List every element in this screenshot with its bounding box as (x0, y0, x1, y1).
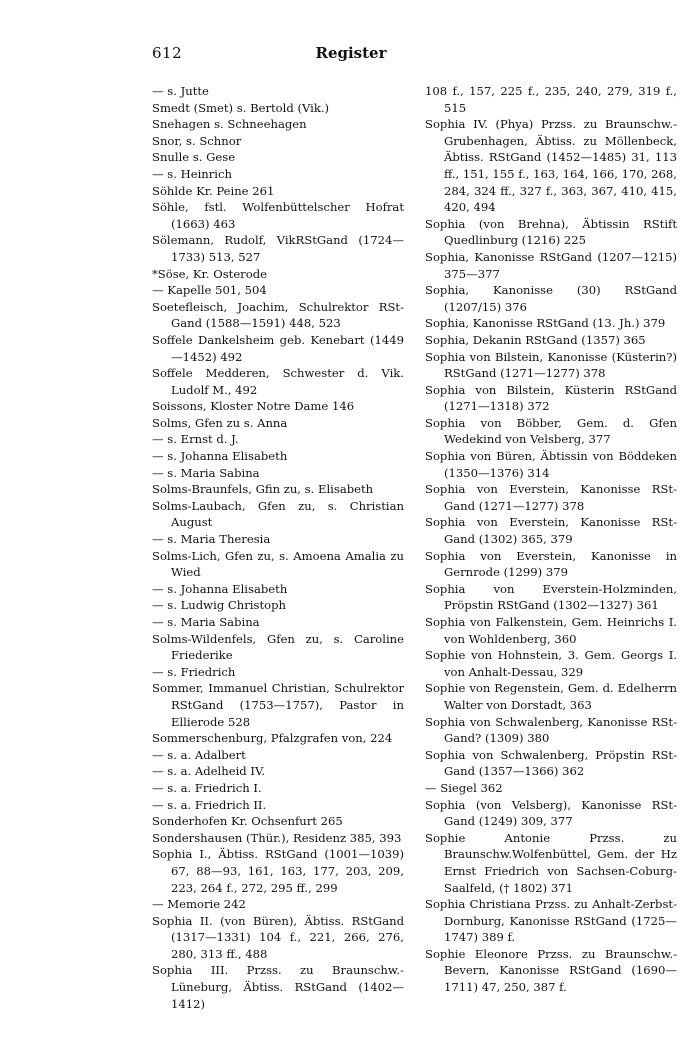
index-entry: Solms-Wildenfels, Gfen zu, s. Caroline Friederike (152, 631, 404, 663)
index-entry: Sophia von Schwalenberg, Kanonisse RSt-Gand? (1309) 380 (425, 714, 677, 746)
index-entry: Solms-Braunfels, Gfin zu, s. Elisabeth (152, 482, 374, 497)
index-entry: — s. Friedrich (152, 664, 236, 679)
index-column-left (152, 83, 404, 1012)
index-entry: Sophia, Kanonisse (30) RStGand (1207/15) 376 (425, 283, 677, 314)
index-entry: Soffele Medderen, Schwester d. Vik. Ludolf M., 492 (152, 366, 404, 397)
index-entry: Sommer, Immanuel Christian, Schulrektor RStGand (1753—1757), Pastor in Ellierode 528 (152, 681, 404, 729)
index-entry: Söhlde Kr. Peine 261 (152, 183, 275, 198)
index-entry: Sophia von Everstein, Kanonisse RSt-Gand (1271—1277) 378 (425, 482, 677, 513)
index-entry: Sophia von Everstein, Kanonisse RSt-Gand (1302) 365, 379 (425, 515, 677, 547)
index-entry: Sophia von Schwalenberg, Pröpstin RSt-Gand (1357—1366) 362 (425, 747, 677, 779)
index-entry: — s. a. Friedrich I. (152, 780, 262, 795)
index-entry: Snehagen s. Schneehagen (152, 117, 307, 132)
index-entry: Sophia von Falkenstein, Gem. Heinrichs I. von Wohldenberg, 360 (425, 615, 677, 646)
index-entry: — Memorie 242 (152, 897, 246, 912)
index-entry: Sophia von Everstein, Kanonisse in Gernrode (1299) 379 (425, 548, 677, 580)
index-entry: Sophia, Kanonisse RStGand (13. Jh.) 379 (425, 316, 666, 331)
index-entry: Söhle, fstl. Wolfenbüttelscher Hofrat (1663) 463 (152, 200, 404, 231)
index-entry: Solms, Gfen zu s. Anna (152, 415, 288, 430)
index-entry: 108 f., 157, 225 f., 235, 240, 279, 319 f., 515 (425, 84, 677, 115)
index-entry: Snor, s. Schnor (152, 133, 242, 148)
page-number: 612 (152, 44, 183, 62)
index-entry: Sophia (von Velsberg), Kanonisse RSt-Gand (1249) 309, 377 (425, 797, 677, 829)
index-entry: Sophia I., Äbtiss. RStGand (1001—1039) 67, 88—93, 161, 163, 177, 203, 209, 223, 264 f., 272, 295 ff., 299 (152, 847, 404, 895)
index-entry: Sophia von Bilstein, Küsterin RStGand (1271—1318) 372 (425, 382, 677, 414)
index-entry: Sophia II. (von Büren), Äbtiss. RStGand (1317—1331) 104 f., 221, 266, 276, 280, 313 ff., 488 (152, 913, 404, 961)
index-entry: Sondershausen (Thür.), Residenz 385, 393 (152, 830, 402, 845)
index-entry: Solms-Laubach, Gfen zu, s. Christian August (152, 498, 404, 530)
index-entry: Smedt (Smet) s. Bertold (Vik.) (152, 100, 330, 115)
index-entry: Sophie von Regenstein, Gem. d. Edelherrn Walter von Dorstadt, 363 (425, 681, 677, 712)
index-entry: — s. a. Adalbert (152, 747, 246, 762)
index-entry: — s. Ludwig Christoph (152, 598, 286, 613)
index-entry: Solms-Lich, Gfen zu, s. Amoena Amalia zu Wied (152, 548, 404, 580)
running-title: Register (315, 44, 387, 62)
index-entry: Soffele Dankelsheim geb. Kenebart (1449—1452) 492 (152, 332, 404, 364)
index-entry: — s. Johanna Elisabeth (152, 581, 288, 596)
index-column-right (425, 83, 677, 996)
page-header (152, 44, 550, 66)
index-entry: Sophia von Everstein-Holzminden, Pröpstin RStGand (1302—1327) 361 (425, 581, 677, 613)
index-entry: Sommerschenburg, Pfalzgrafen von, 224 (152, 731, 393, 746)
index-entry: Sophie Antonie Przss. zu Braunschw.Wolfenbüttel, Gem. der Hz Ernst Friedrich von Sachsen-Coburg-Saalfeld, († 1802) 371 (425, 830, 677, 895)
index-entry: — s. Heinrich (152, 166, 232, 181)
index-entry: — s. a. Friedrich II. (152, 797, 267, 812)
index-entry: — s. Jutte (152, 84, 209, 98)
index-entry: Sophia III. Przss. zu Braunschw.-Lüneburg, Äbtiss. RStGand (1402—1412) (152, 963, 404, 1011)
index-entry: Sophia IV. (Phya) Przss. zu Braunschw.-Grubenhagen, Äbtiss. zu Möllenbeck, Äbtiss. RStGand (1452—1485) 31, 113 ff., 151, 155 f., 163, 164, 166, 170, 268, 284, 324 ff., 327 f., 363, 367, 410, 415, 420, 494 (425, 117, 677, 215)
index-entry: Soissons, Kloster Notre Dame 146 (152, 399, 355, 414)
index-entry: Sophia von Bilstein, Kanonisse (Küsterin?) RStGand (1271—1277) 378 (425, 349, 677, 381)
index-entry: Sonderhofen Kr. Ochsenfurt 265 (152, 814, 343, 829)
index-entry: Sophia Christiana Przss. zu Anhalt-Zerbst-Dornburg, Kanonisse RStGand (1725—1747) 389 f. (425, 897, 677, 945)
index-entry: — s. Johanna Elisabeth (152, 449, 288, 464)
index-entry: Sophie Eleonore Przss. zu Braunschw.-Bevern, Kanonisse RStGand (1690—1711) 47, 250, 387 f. (425, 946, 677, 995)
index-entry: Sölemann, Rudolf, VikRStGand (1724—1733) 513, 527 (152, 233, 404, 264)
index-entry: Sophia von Böbber, Gem. d. Gfen Wedekind von Velsberg, 377 (425, 415, 677, 447)
index-entry: Sophia von Büren, Äbtissin von Böddeken (1350—1376) 314 (425, 449, 677, 480)
index-entry: — s. Ernst d. J. (152, 432, 239, 447)
index-entry: — Siegel 362 (425, 780, 503, 795)
index-entry: Snulle s. Gese (152, 150, 236, 165)
index-entry: Sophia, Dekanin RStGand (1357) 365 (425, 332, 646, 347)
index-entry: *Söse, Kr. Osterode (152, 266, 267, 281)
index-entry: — s. Maria Sabina (152, 615, 260, 629)
index-entry: Sophia, Kanonisse RStGand (1207—1215) 375—377 (425, 249, 677, 281)
index-entry: — Kapelle 501, 504 (152, 283, 267, 298)
index-entry: — s. a. Adelheid IV. (152, 764, 265, 779)
index-entry: Soetefleisch, Joachim, Schulrektor RSt-Gand (1588—1591) 448, 523 (152, 299, 404, 331)
index-entry: Sophia (von Brehna), Äbtissin RStift Quedlinburg (1216) 225 (425, 216, 677, 248)
index-entry: Sophie von Hohnstein, 3. Gem. Georgs I. von Anhalt-Dessau, 329 (425, 648, 677, 679)
index-entry: — s. Maria Sabina (152, 465, 260, 480)
index-entry: — s. Maria Theresia (152, 532, 271, 547)
